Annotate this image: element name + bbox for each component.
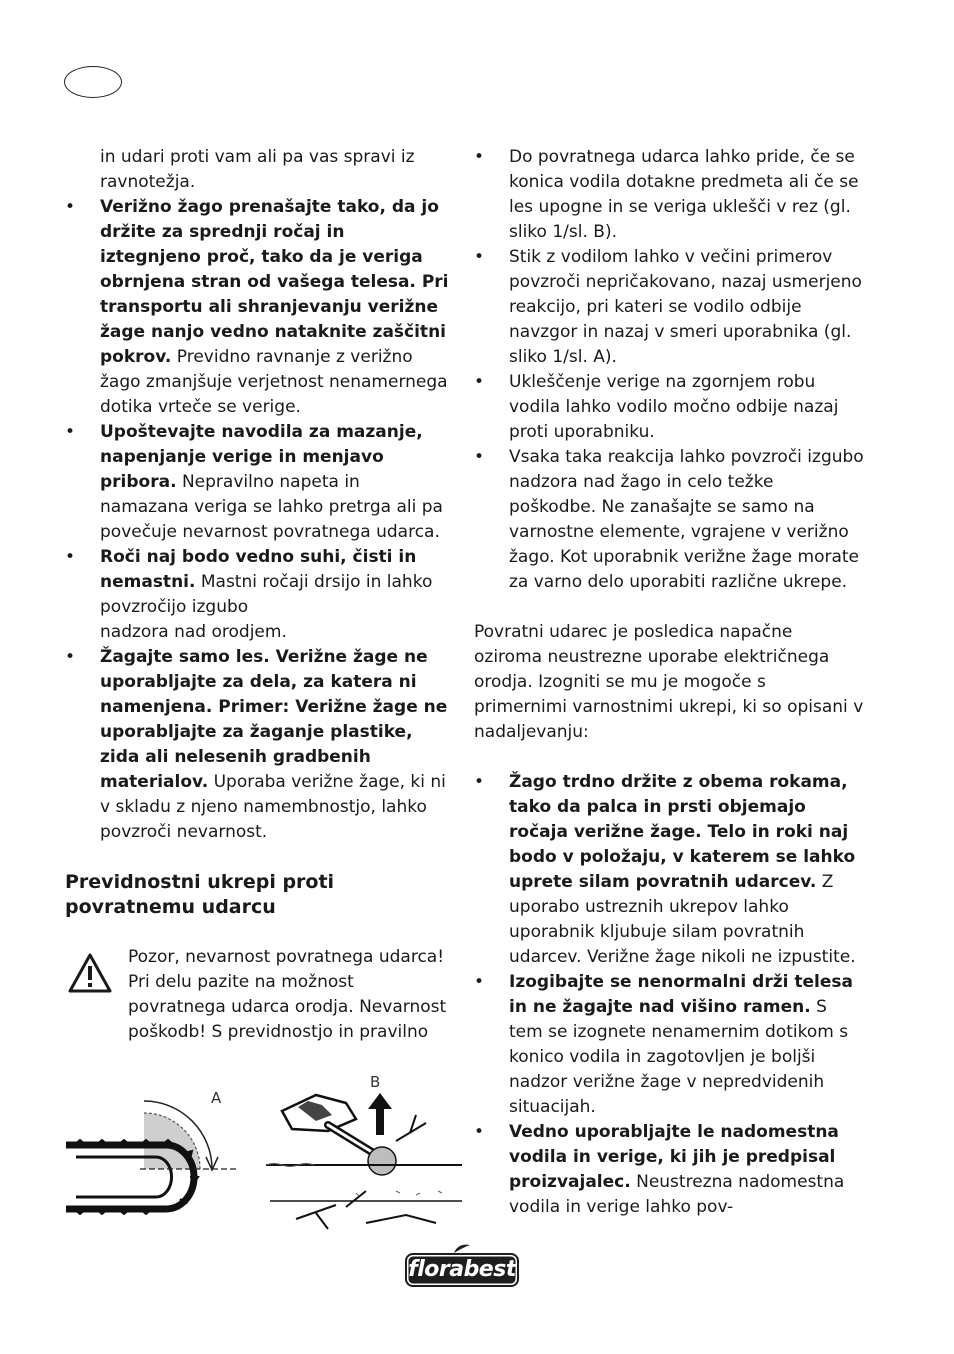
bullet-text: S tem se izognete nenamernim dotikom s konico vodila in zagotovljen je boljši nadzor verižne žage v nepredvidenih situacijah. — [509, 997, 849, 1117]
bullet-icon: • — [474, 972, 485, 992]
bullet-bold-text: Žago trdno držite z obema rokama, tako da palca in prsti objemajo ročaja verižne žage. Telo in roki naj bodo v položaju, v katerem se lahko uprete silam povratnih udarcev. — [509, 772, 856, 892]
bullet-icon: • — [474, 447, 485, 467]
list-item — [474, 245, 864, 370]
list-item — [474, 370, 864, 445]
list-item — [474, 145, 864, 245]
bullet-bold-text: Žagajte samo les. Verižne žage ne uporabljajte za dela, za katera ni namenjena. Primer: Verižne žage ne uporabljajte za žaganje plastike, zida ali nelesenih gradbenih materialov. — [100, 647, 448, 792]
figure-label-a: A — [211, 1089, 222, 1107]
bullet-bold-text: Vedno uporabljajte le nadomestna vodila in verige, ki jih je predpisal proizvajalec. — [509, 1122, 839, 1192]
list-item — [65, 545, 450, 645]
warning-triangle-icon — [68, 953, 112, 993]
bullet-icon: • — [65, 422, 76, 442]
left-column — [65, 145, 450, 1045]
bullet-bold-text: Izogibajte se nenormalni drži telesa in ne žagajte nad višino ramen. — [509, 972, 853, 1017]
kickback-illustration — [66, 1073, 466, 1243]
bullet-icon: • — [474, 247, 485, 267]
bullet-text: Z uporabo ustreznih ukrepov lahko uporabnik kljubuje silam povratnih udarcev. Verižne žage nikoli ne izpustite. — [509, 872, 856, 967]
bullet-text: Mastni ročaji drsijo in lahko povzročijo izgubo — [100, 572, 433, 617]
bullet-bold-text: Verižno žago prenašajte tako, da jo držite za sprednji ročaj in iztegnjeno proč, tako da je veriga obrnjena stran od vašega telesa. Pri transportu ali shranjevanju verižne žage nanjo vedno nataknite zaščitni pokrov. — [100, 197, 449, 367]
bullet-text: Nepravilno napeta in namazana veriga se lahko pretrga ali pa povečuje nevarnost povratnega udarca. — [100, 472, 443, 542]
bullet-icon: • — [474, 147, 485, 167]
figure-label-b: B — [370, 1073, 381, 1091]
figure-a-chain-tip — [66, 1089, 236, 1214]
list-item — [474, 770, 864, 970]
figure-b-saw-on-log — [266, 1073, 462, 1229]
bullet-bold-text: Upoštevajte navodila za mazanje, napenjanje verige in menjavo pribora. — [100, 422, 423, 492]
bullet-text: Uporaba verižne žage, ki ni v skladu z njeno namembnostjo, lahko povzroči nevarnost. — [100, 772, 446, 842]
bullet-icon: • — [65, 197, 76, 217]
bullet-icon: • — [474, 1122, 485, 1142]
bullet-text: Do povratnega udarca lahko pride, če se konica vodila dotakne predmeta ali če se les upogne in se veriga uklešči v rez (gl. sliko 1/sl. B). — [509, 147, 859, 242]
list-item — [474, 445, 864, 595]
bullet-text: Ukleščenje verige na zgornjem robu vodila lahko vodilo močno odbije nazaj proti uporabniku. — [509, 372, 839, 442]
right-column — [474, 145, 864, 1220]
language-badge-oval — [64, 66, 122, 98]
warning-block — [65, 945, 450, 1045]
bullet-text: Previdno ravnanje z verižno žago zmanjšuje verjetnost nenamernega dotika vrteče se verige. — [100, 347, 448, 417]
section-heading: Previdnostni ukrepi proti povratnemu udarcu — [65, 871, 335, 918]
florabest-logo: florabest — [405, 1253, 519, 1287]
bullet-text: Neustrezna nadomestna vodila in verige lahko pov- — [509, 1172, 845, 1217]
kickback-paragraph: Povratni udarec je posledica napačne oziroma neustrezne uporabe električnega orodja. Izogniti se mu je mogoče s primernimi varnostnimi ukrepi, ki so opisani v nadaljevanju: — [474, 622, 864, 742]
bullet-bold-text: Roči naj bodo vedno suhi, čisti in nemastni. — [100, 547, 417, 592]
bullet-icon: • — [65, 547, 76, 567]
bullet-text: Stik z vodilom lahko v večini primerov povzroči nepričakovano, nazaj usmerjeno reakcijo, pri kateri se vodilo odbije navzgor in nazaj v smeri uporabnika (gl. sliko 1/sl. A). — [509, 247, 862, 367]
list-item — [65, 420, 450, 545]
list-item — [474, 970, 864, 1120]
continuation-text: in udari proti vam ali pa vas spravi iz ravnotežja. — [100, 147, 415, 192]
bullet-text-continued: nadzora nad orodjem. — [100, 622, 287, 642]
list-item — [474, 1120, 864, 1220]
bullet-icon: • — [474, 372, 485, 392]
bullet-icon: • — [474, 772, 485, 792]
list-item — [65, 645, 450, 845]
bullet-icon: • — [65, 647, 76, 667]
warning-text: Pozor, nevarnost povratnega udarca! Pri delu pazite na možnost povratnega udarca orodja. Nevarnost poškodb! S previdnostjo in pravilno — [128, 947, 447, 1042]
list-item — [65, 195, 450, 420]
bullet-text: Vsaka taka reakcija lahko povzroči izgubo nadzora nad žago in celo težke poškodbe. Ne zanašajte se samo na varnostne elemente, vgrajene v verižno žago. Kot uporabnik verižne žage morate za varno delo uporabiti različne ukrepe. — [509, 447, 864, 592]
